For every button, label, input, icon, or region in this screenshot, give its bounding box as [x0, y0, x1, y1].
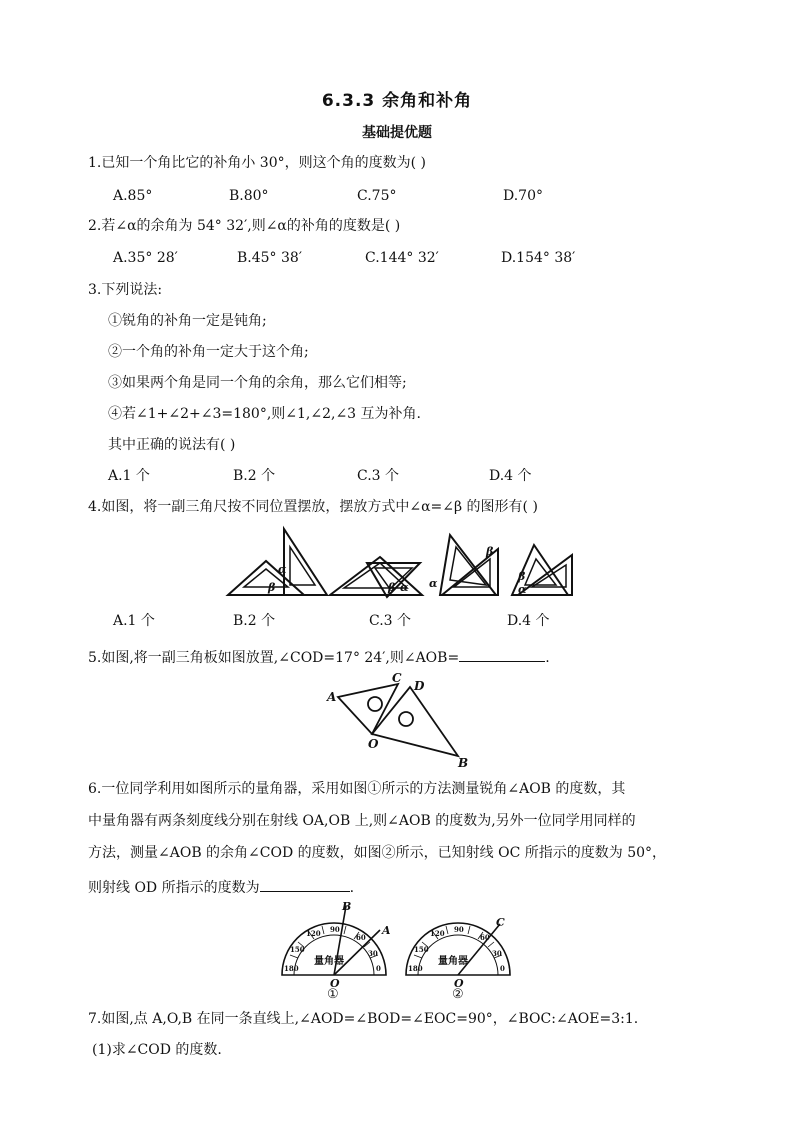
q6-p1-tick-30: 30 — [368, 949, 378, 958]
question-6-figure — [276, 900, 516, 1000]
q6-label-b: B — [342, 900, 352, 913]
question-6-last: 则射线 OD 所指示的度数为 — [88, 880, 260, 896]
page-title: 6.3.3 余角和补角 — [321, 91, 473, 111]
question-2-option-c: C.144° 32′ — [365, 250, 439, 266]
question-1-option-d: D.70° — [503, 188, 543, 204]
q4-fig2-alpha: α — [400, 581, 409, 594]
question-4-option-b: B.2 个 — [233, 613, 276, 629]
section-subtitle: 基础提优题 — [362, 125, 432, 141]
q6-p2-tick-180: 180 — [408, 964, 423, 973]
q6-p1-tick-90: 90 — [330, 925, 340, 934]
q6-p2-tick-120: 120 — [430, 929, 445, 938]
question-6-line-3: 方法，测量∠AOB 的余角∠COD 的度数，如图②所示，已知射线 OC 所指示的度数为 50°， — [88, 845, 667, 861]
question-5-stem: 5.如图,将一副三角板如图放置,∠COD=17° 24′,则∠AOB= — [88, 650, 460, 666]
question-6-end: . — [349, 880, 355, 896]
question-4-figure — [222, 525, 582, 603]
question-2-option-d: D.154° 38′ — [501, 250, 576, 266]
q4-fig2-beta: β — [388, 581, 396, 594]
question-2-option-b: B.45° 38′ — [237, 250, 302, 266]
question-3-option-b: B.2 个 — [233, 468, 276, 484]
q4-fig1-alpha: α — [278, 563, 287, 576]
q4-fig1-beta: β — [268, 581, 276, 594]
q5-label-o: O — [368, 737, 379, 751]
question-7-stem: 7.如图,点 A,O,B 在同一条直线上,∠AOD=∠BOD=∠EOC=90°，∠BOC:∠AOE=3:1. — [88, 1011, 639, 1027]
q6-p1-tick-120: 120 — [306, 929, 321, 938]
q6-p2-name: 量角器 — [438, 956, 468, 967]
question-3-stem: 3.下列说法: — [88, 282, 163, 298]
q5-triangle-1 — [338, 684, 398, 734]
q4-fig3-triangle-a — [440, 535, 496, 595]
q6-label-a: A — [382, 924, 391, 937]
q4-fig3-alpha: α — [429, 577, 438, 590]
question-6-line-2: 中量角器有两条刻度线分别在射线 OA,OB 上,则∠AOB 的度数为,另外一位同学用同样的 — [88, 813, 636, 829]
question-6-line-4 — [88, 875, 354, 898]
q4-fig1-triangle-45 — [228, 561, 304, 595]
question-3-item-2: ②一个角的补角一定大于这个角; — [108, 344, 309, 360]
question-3-item-4: ④若∠1+∠2+∠3=180°,则∠1,∠2,∠3 互为补角. — [108, 406, 421, 422]
q6-p2-tick-0: 0 — [500, 964, 505, 973]
q6-p1-tick-60: 60 — [356, 933, 366, 942]
question-3-item-1: ①锐角的补角一定是钝角; — [108, 313, 267, 329]
q4-fig4-beta: β — [518, 570, 526, 583]
question-3-option-a: A.1 个 — [108, 468, 150, 484]
q6-p1-name: 量角器 — [314, 956, 344, 967]
q5-label-d: D — [414, 679, 425, 693]
question-1-option-b: B.80° — [229, 188, 269, 204]
question-1-option-c: C.75° — [357, 188, 397, 204]
q6-p2-tick-150: 150 — [414, 945, 429, 954]
question-5-end: . — [545, 650, 550, 666]
question-5-answer-blank — [459, 645, 545, 662]
q6-p2-tick-90: 90 — [454, 925, 464, 934]
q5-label-a: A — [327, 690, 337, 704]
question-6-line-1: 6.一位同学利用如图所示的量角器，采用如图①所示的方法测量锐角∠AOB 的度数，其 — [88, 781, 626, 797]
q5-label-b: B — [458, 756, 469, 770]
question-4-stem: 4.如图，将一副三角尺按不同位置摆放，摆放方式中∠α=∠β 的图形有( ) — [88, 499, 538, 515]
question-3-option-d: D.4 个 — [489, 468, 532, 484]
q6-p2-tick-60: 60 — [480, 933, 490, 942]
q4-fig3-beta: β — [486, 545, 494, 558]
q6-p1-tick-150: 150 — [290, 945, 305, 954]
q6-p1-label-o: O — [330, 977, 340, 990]
question-5-line — [88, 645, 550, 668]
question-4-option-d: D.4 个 — [507, 613, 550, 629]
question-1-stem: 1.已知一个角比它的补角小 30°，则这个角的度数为( ) — [88, 155, 426, 171]
question-1-option-a: A.85° — [113, 188, 153, 204]
question-4-option-c: C.3 个 — [369, 613, 412, 629]
q6-p1-tick-180: 180 — [284, 964, 299, 973]
q5-triangle-2 — [372, 687, 458, 756]
question-3-item-3: ③如果两个角是同一个角的余角，那么它们相等; — [108, 375, 407, 391]
question-3-option-c: C.3 个 — [357, 468, 400, 484]
q6-label-c: C — [496, 916, 505, 929]
q4-fig4-alpha: α — [518, 583, 527, 596]
q6-p2-label-o: O — [454, 977, 464, 990]
question-7-part-1: (1)求∠COD 的度数. — [92, 1042, 222, 1058]
q6-figure-2-label: ② — [452, 987, 464, 1000]
question-4-option-a: A.1 个 — [113, 613, 155, 629]
q6-figure-1-label: ① — [327, 987, 339, 1000]
q6-p1-tick-0: 0 — [376, 964, 381, 973]
question-2-option-a: A.35° 28′ — [113, 250, 178, 266]
question-3-ask: 其中正确的说法有( ) — [108, 437, 236, 453]
question-5-figure — [322, 670, 472, 770]
q5-label-c: C — [392, 671, 402, 685]
question-6-answer-blank — [260, 875, 350, 892]
question-2-stem: 2.若∠α的余角为 54° 32′,则∠α的补角的度数是( ) — [88, 218, 401, 234]
q6-tick-marks — [290, 926, 502, 958]
q6-p2-tick-30: 30 — [492, 949, 502, 958]
